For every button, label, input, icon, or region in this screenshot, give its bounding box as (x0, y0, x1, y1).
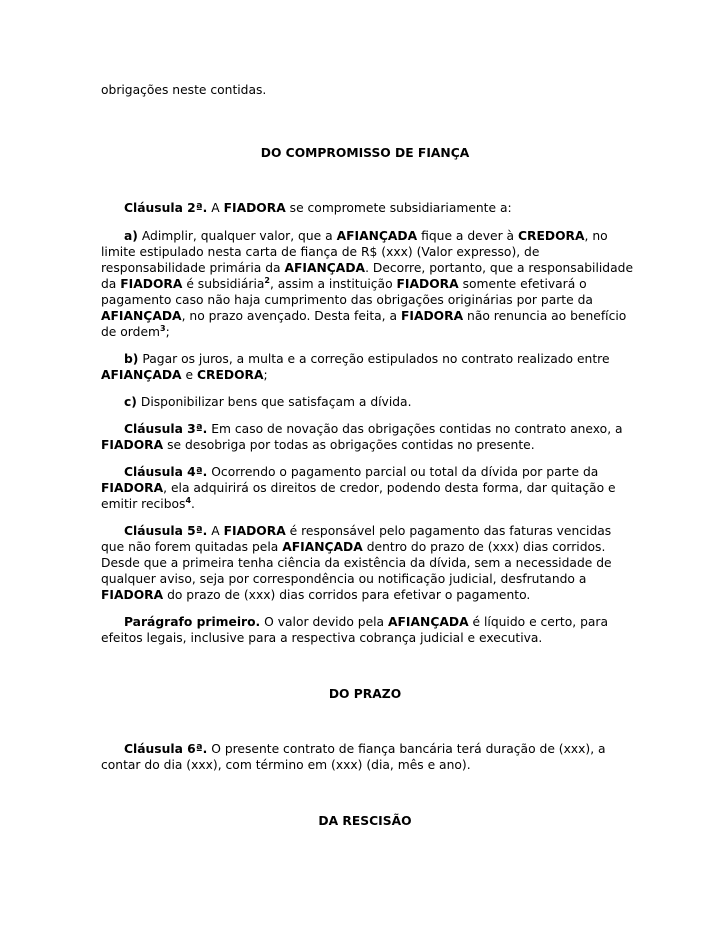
item-b-line: b) Pagar os juros, a multa e a correção estipulados no contrato realizado entre (124, 352, 610, 366)
clause-5-line: FIADORA do prazo de (xxx) dias corridos para efetivar o pagamento. (101, 588, 531, 602)
section-heading-compromisso: DO COMPROMISSO DE FIANÇA (260, 146, 470, 160)
clause-5-line: Desde que a primeira tenha ciência da existência da dívida, sem a necessidade de (101, 556, 612, 570)
item-a-line: da FIADORA é subsidiária$^2$, assim a instituição FIADORA somente efetivará o (101, 276, 587, 291)
item-a-line: limite estipulado nesta carta de fiança de R$ (xxx) (Valor expresso), de (101, 245, 540, 259)
footnote-ref[interactable]: 2 (264, 276, 270, 285)
clause-4-line: Cláusula 4ª. Ocorrendo o pagamento parcial ou total da dívida por parte da (124, 465, 599, 479)
paragraph-line (101, 82, 266, 99)
section-heading-prazo: DO PRAZO (328, 687, 402, 701)
item-a-line: pagamento caso não haja cumprimento das obrigações originárias por parte da (101, 293, 593, 307)
clause-4-line: FIADORA, ela adquirirá os direitos de credor, podendo desta forma, dar quitação e (101, 481, 616, 495)
clause-label: Cláusula 2ª. (124, 201, 208, 215)
clause-6-line: Cláusula 6ª. O presente contrato de fiança bancária terá duração de (xxx), a (124, 742, 606, 756)
clause-3-line: Cláusula 3ª. Em caso de novação das obrigações contidas no contrato anexo, a (124, 422, 623, 436)
text: obrigações neste contidas. (101, 83, 267, 97)
section-heading-rescisao: DA RESCISÃO (318, 814, 412, 828)
footnote-ref[interactable]: 4 (185, 496, 192, 505)
paragraph-1-line: efeitos legais, inclusive para a respectiva cobrança judicial e executiva. (101, 631, 543, 645)
paragraph-1-line: Parágrafo primeiro. O valor devido pela AFIANÇADA é líquido e certo, para (124, 615, 609, 629)
item-c-line: c) Disponibilizar bens que satisfaçam a dívida. (124, 395, 412, 409)
item-a-line: AFIANÇADA, no prazo avençado. Desta feita, a FIADORA não renuncia ao benefício (101, 309, 627, 323)
item-b-line: AFIANÇADA e CREDORA; (101, 368, 268, 382)
item-a-line: de ordem$^3$; (101, 324, 170, 339)
clause-5-line: que não forem quitadas pela AFIANÇADA dentro do prazo de (xxx) dias corridos. (101, 540, 606, 554)
item-a-line: a) Adimplir, qualquer valor, que a AFIANÇADA fique a dever à CREDORA, no (124, 229, 608, 243)
clause-5-line: qualquer aviso, seja por correspondência ou notificação judicial, desfrutando a (101, 572, 587, 586)
item-a-line: responsabilidade primária da AFIANÇADA. Decorre, portanto, que a responsabilidade (101, 261, 634, 275)
clause-6-line: contar do dia (xxx), com término em (xxx) (dia, mês e ano). (101, 758, 471, 772)
clause-5-line: Cláusula 5ª. A FIADORA é responsável pelo pagamento das faturas vencidas (124, 524, 612, 538)
clause-4-line: emitir recibos$^4$. (101, 496, 195, 511)
clause-2-line: Cláusula 2ª. A FIADORA se compromete subsidiariamente a: (124, 201, 512, 215)
clause-3-line: FIADORA se desobriga por todas as obrigações contidas no presente. (101, 438, 535, 452)
footnote-ref[interactable]: 3 (160, 324, 166, 333)
